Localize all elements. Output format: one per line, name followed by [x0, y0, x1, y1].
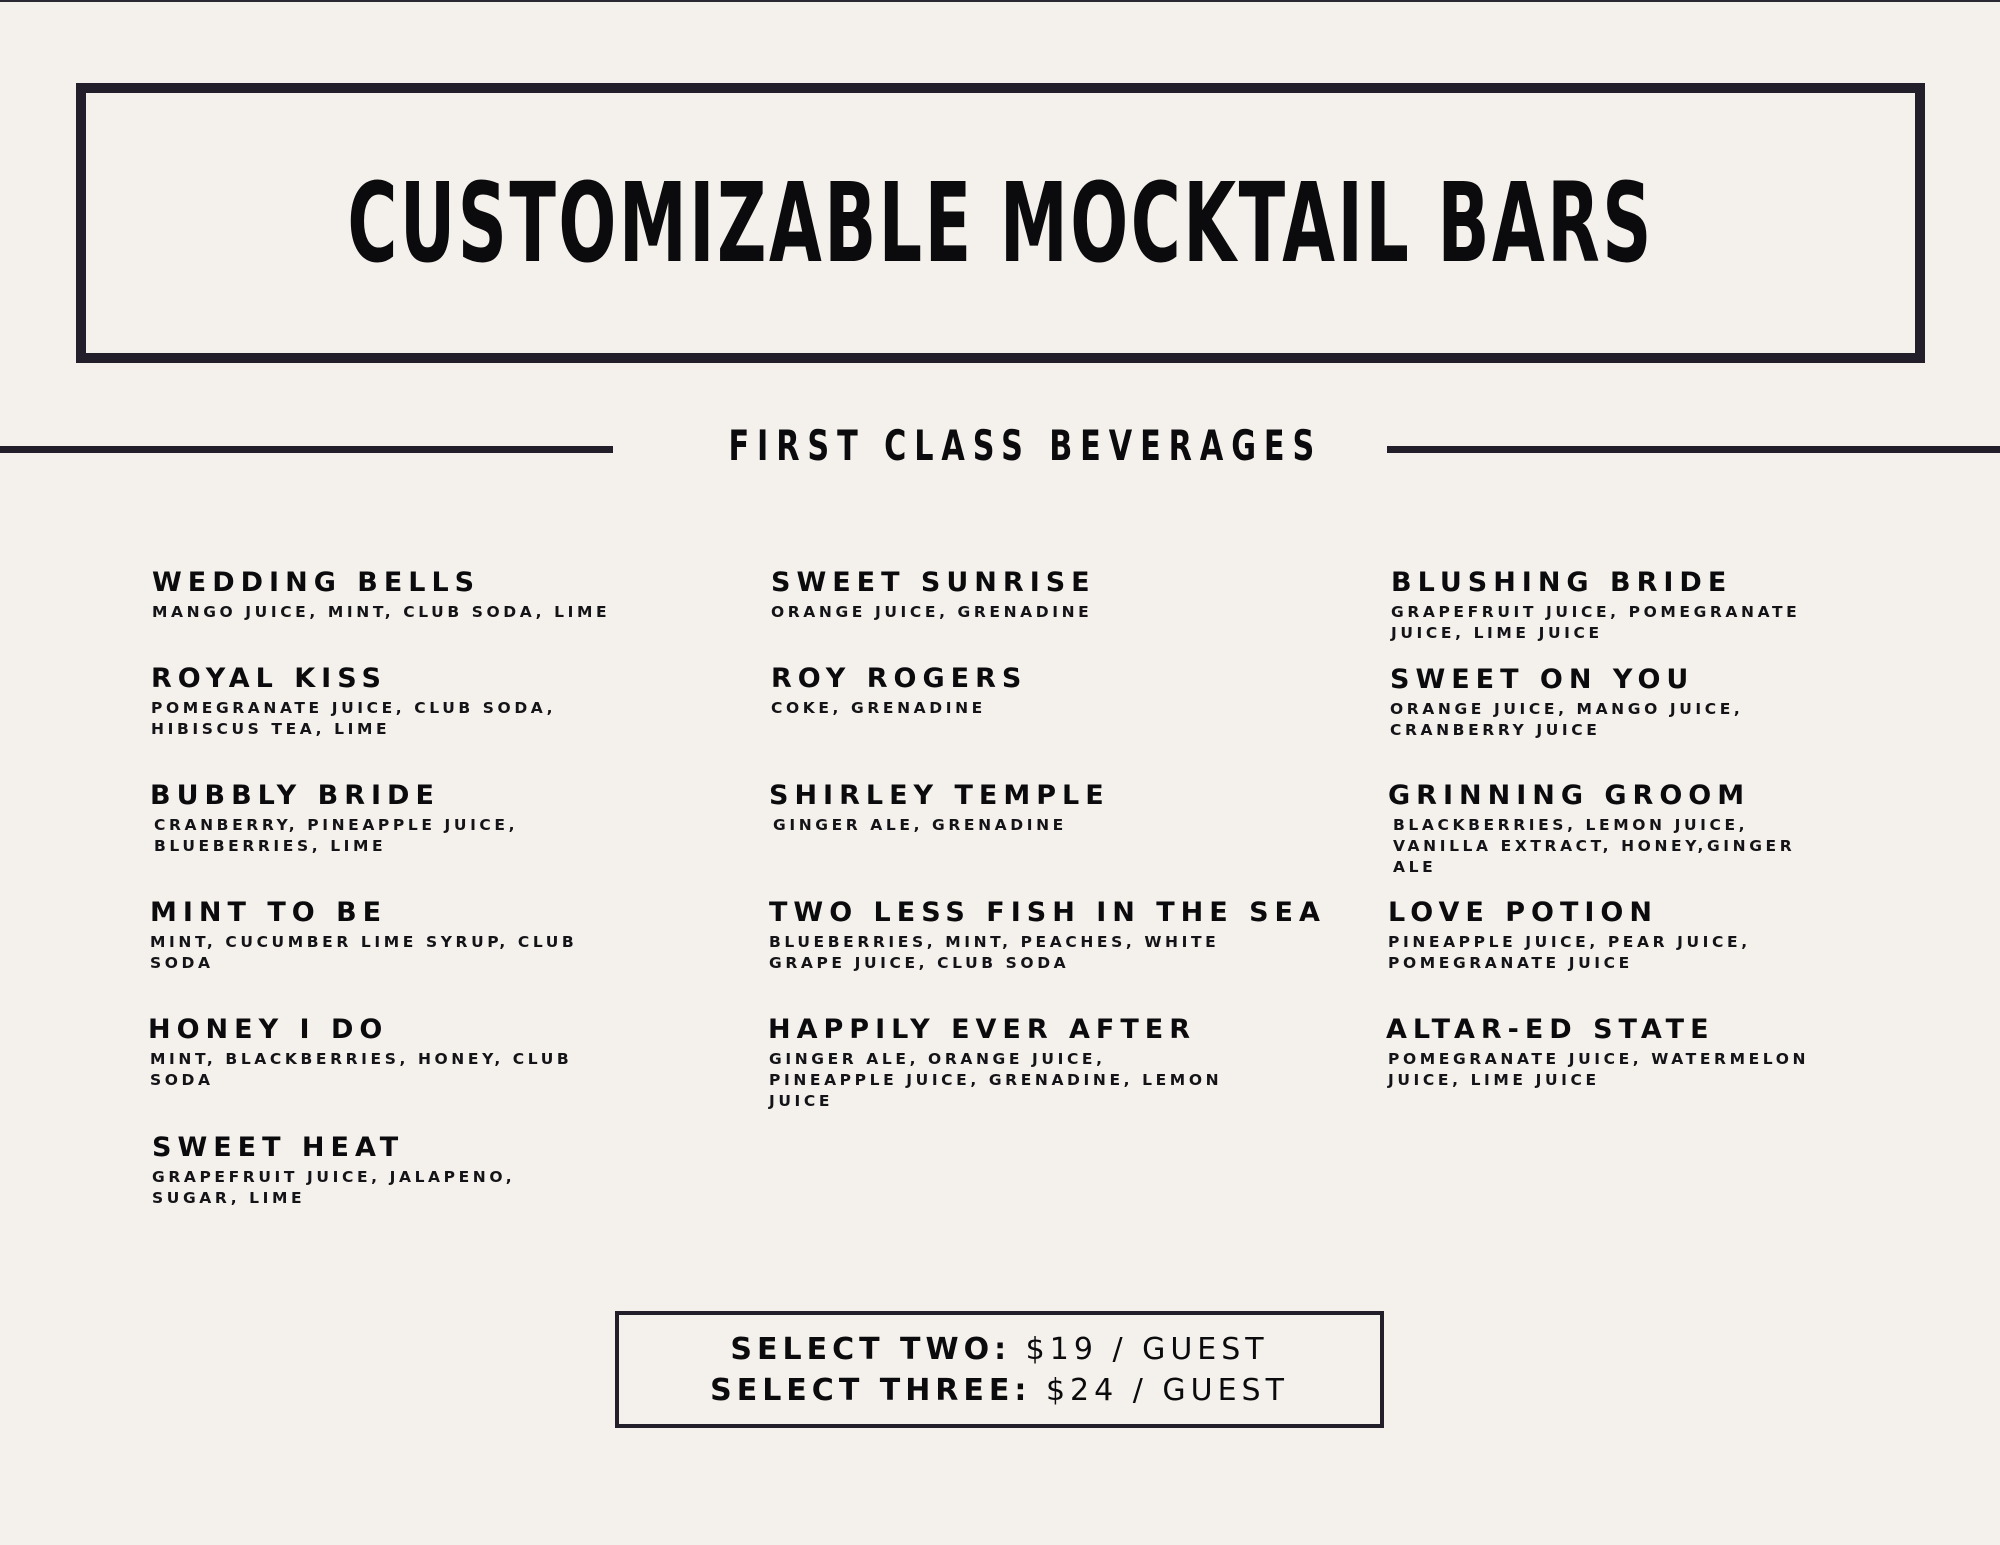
pricing-value: $24 / GUEST: [1045, 1372, 1289, 1408]
menu-item-name: SWEET SUNRISE: [771, 567, 1096, 598]
top-edge-rule: [0, 0, 2000, 2]
menu-item-ingredients: CRANBERRY, PINEAPPLE JUICE, BLUEBERRIES, LIME: [154, 816, 519, 855]
menu-item-name: HAPPILY EVER AFTER: [768, 1014, 1197, 1045]
menu-item-ingredients: POMEGRANATE JUICE, WATERMELON JUICE, LIME JUICE: [1388, 1050, 1810, 1089]
menu-item-royal-kiss: [151, 662, 711, 740]
menu-item-mint-to-be: [150, 896, 710, 974]
pricing-label: SELECT THREE:: [710, 1372, 1032, 1408]
page-title: CUSTOMIZABLE MOCKTAIL BARS: [347, 159, 1654, 287]
menu-item-ingredients: COKE, GRENADINE: [771, 699, 986, 717]
menu-item-name: SHIRLEY TEMPLE: [769, 780, 1110, 811]
subtitle-rule-right: [1387, 446, 2000, 453]
menu-item-ingredients: MINT, CUCUMBER LIME SYRUP, CLUB SODA: [150, 933, 578, 972]
menu-item-name: ROY ROGERS: [771, 663, 1028, 694]
menu-item-sweet-sunrise: [771, 566, 1331, 623]
menu-item-name: TWO LESS FISH IN THE SEA: [769, 897, 1326, 928]
menu-item-ingredients: GRAPEFRUIT JUICE, JALAPENO, SUGAR, LIME: [152, 1168, 516, 1207]
menu-item-roy-rogers: [771, 662, 1331, 719]
menu-item-ingredients: GINGER ALE, GRENADINE: [773, 816, 1067, 834]
page-subtitle: [613, 418, 1387, 474]
pricing-box: [615, 1311, 1384, 1428]
menu-item-ingredients: ORANGE JUICE, GRENADINE: [771, 603, 1093, 621]
menu-item-happily-ever-after: [768, 1013, 1328, 1112]
menu-item-love-potion: [1388, 896, 1948, 974]
menu-item-name: SWEET ON YOU: [1390, 664, 1695, 695]
pricing-label: SELECT TWO:: [730, 1331, 1012, 1367]
menu-item-sweet-heat: [152, 1131, 712, 1209]
pricing-value: $19 / GUEST: [1025, 1331, 1269, 1367]
menu-item-name: SWEET HEAT: [152, 1132, 405, 1163]
pricing-line-two: [730, 1329, 1268, 1370]
menu-item-ingredients: BLUEBERRIES, MINT, PEACHES, WHITE GRAPE JUICE, CLUB SODA: [769, 933, 1220, 972]
menu-item-name: HONEY I DO: [148, 1014, 389, 1045]
menu-item-bubbly-bride: [150, 779, 710, 857]
menu-item-ingredients: GRAPEFRUIT JUICE, POMEGRANATE JUICE, LIME JUICE: [1391, 603, 1801, 642]
menu-item-ingredients: POMEGRANATE JUICE, CLUB SODA, HIBISCUS TEA, LIME: [151, 699, 557, 738]
menu-item-name: ALTAR-ED STATE: [1386, 1014, 1715, 1045]
menu-item-grinning-groom: [1388, 779, 1948, 878]
menu-item-shirley-temple: [769, 779, 1329, 836]
menu-item-blushing-bride: [1391, 566, 1951, 644]
menu-item-ingredients: ORANGE JUICE, MANGO JUICE, CRANBERRY JUICE: [1390, 700, 1744, 739]
menu-item-name: GRINNING GROOM: [1388, 780, 1751, 811]
menu-item-altar-ed-state: [1386, 1013, 1946, 1091]
page-subtitle-text: FIRST CLASS BEVERAGES: [728, 421, 1323, 470]
menu-item-name: MINT TO BE: [150, 897, 388, 928]
menu-item-name: ROYAL KISS: [151, 663, 387, 694]
menu-item-ingredients: MANGO JUICE, MINT, CLUB SODA, LIME: [152, 603, 611, 621]
menu-item-two-less-fish-in-the-sea: [769, 896, 1329, 974]
menu-item-name: BLUSHING BRIDE: [1391, 567, 1733, 598]
menu-item-ingredients: MINT, BLACKBERRIES, HONEY, CLUB SODA: [150, 1050, 573, 1089]
menu-item-ingredients: GINGER ALE, ORANGE JUICE, PINEAPPLE JUICE, GRENADINE, LEMON JUICE: [769, 1050, 1223, 1110]
pricing-line-three: [710, 1370, 1289, 1411]
menu-item-sweet-on-you: [1390, 663, 1950, 741]
menu-item-ingredients: PINEAPPLE JUICE, PEAR JUICE, POMEGRANATE JUICE: [1388, 933, 1751, 972]
menu-item-name: WEDDING BELLS: [152, 567, 481, 598]
menu-item-name: LOVE POTION: [1388, 897, 1658, 928]
menu-item-name: BUBBLY BRIDE: [150, 780, 440, 811]
menu-item-wedding-bells: [152, 566, 712, 623]
subtitle-rule-left: [0, 446, 613, 453]
menu-item-ingredients: BLACKBERRIES, LEMON JUICE, VANILLA EXTRACT, HONEY,GINGER ALE: [1393, 816, 1796, 876]
title-frame: [76, 83, 1925, 363]
menu-item-honey-i-do: [148, 1013, 708, 1091]
